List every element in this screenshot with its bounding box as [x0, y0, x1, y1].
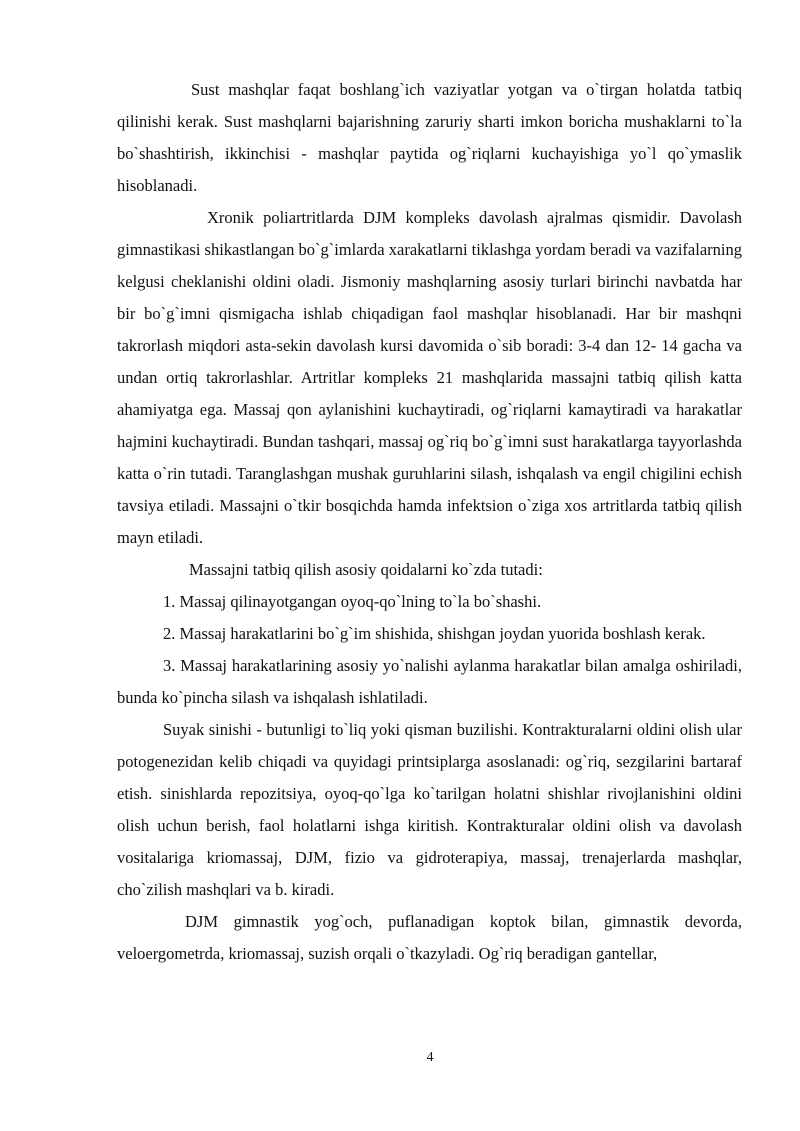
- paragraph: Xronik poliartritlarda DJM kompleks davolash ajralmas qismidir. Davolash gimnastikasi shikastlangan bo`g`imlarda xarakatlarni tiklashga yordam beradi va vazifalarning kelgusi cheklanishi oldini oladi. Jismoniy mashqlarning asosiy turlari birinchi navbatda har bir bo`g`imni qismigacha ishlab chiqadigan faol mashqlar hisoblanadi. Har bir mashqni takrorlash miqdori asta-sekin davolash kursi davomida o`sib boradi: 3-4 dan 12- 14 gacha va undan ortiq takrorlashlar. Artritlar kompleks 21 mashqlarida massajni tatbiq qilish katta ahamiyatga ega. Massaj qon aylanishini kuchaytiradi, og`riqlarni kamaytiradi va harakatlar hajmini kuchaytiradi. Bundan tashqari, massaj og`riq bo`g`imni sust harakatlarga tayyorlashda katta o`rin tutadi. Taranglashgan mushak guruhlarini silash, ishqalash va engil chigilini echish tavsiya etiladi. Massajni o`tkir bosqichda hamda infektsion o`ziga xos artritlarda tatbiq qilish mayn etiladi.: [117, 208, 742, 547]
- page-number: 4: [426, 1050, 434, 1065]
- list-item: 3. Massaj harakatlarining asosiy yo`nalishi aylanma harakatlar bilan amalga oshiriladi, bunda ko`pincha silash va ishqalash ishlatiladi.: [117, 656, 742, 707]
- paragraph: Suyak sinishi - butunligi to`liq yoki qisman buzilishi. Kontrakturalarni oldini olish ular potogenezidan kelib chiqadi va quyidagi printsiplarga asoslanadi: og`riq, sezgilarini bartaraf etish. sinishlarda repozitsiya, oyoq-qo`lga ko`tarilgan holatni shishlar rivojlanishini oldini olish uchun berish, faol holatlarni ishga kiritish. Kontrakturalar oldini olish va davolash vositalariga kriomassaj, DJM, fizio va gidroterapiya, massaj, trenajerlarda mashqlar, cho`zilish mashqlari va b. kiradi.: [117, 720, 742, 899]
- paragraph: Sust mashqlar faqat boshlang`ich vaziyatlar yotgan va o`tirgan holatda tatbiq qilinishi kerak. Sust mashqlarni bajarishning zaruriy sharti imkon boricha mushaklarni to`la bo`shashtirish, ikkinchisi - mashqlar paytida og`riqlarni kuchayishiga yo`l qo`ymaslik hisoblanadi.: [117, 80, 742, 195]
- paragraph: Massajni tatbiq qilish asosiy qoidalarni ko`zda tutadi:: [189, 560, 543, 579]
- paragraph: DJM gimnastik yog`och, puflanadigan koptok bilan, gimnastik devorda, veloergometrda, kriomassaj, suzish orqali o`tkazyladi. Og`riq beradigan gantellar,: [117, 912, 742, 963]
- body-text: [117, 74, 742, 970]
- list-item: 1. Massaj qilinayotgangan oyoq-qo`lning to`la bo`shashi.: [163, 592, 542, 611]
- list-item: 2. Massaj harakatlarini bo`g`im shishida, shishgan joydan yuorida boshlash kerak.: [163, 624, 706, 643]
